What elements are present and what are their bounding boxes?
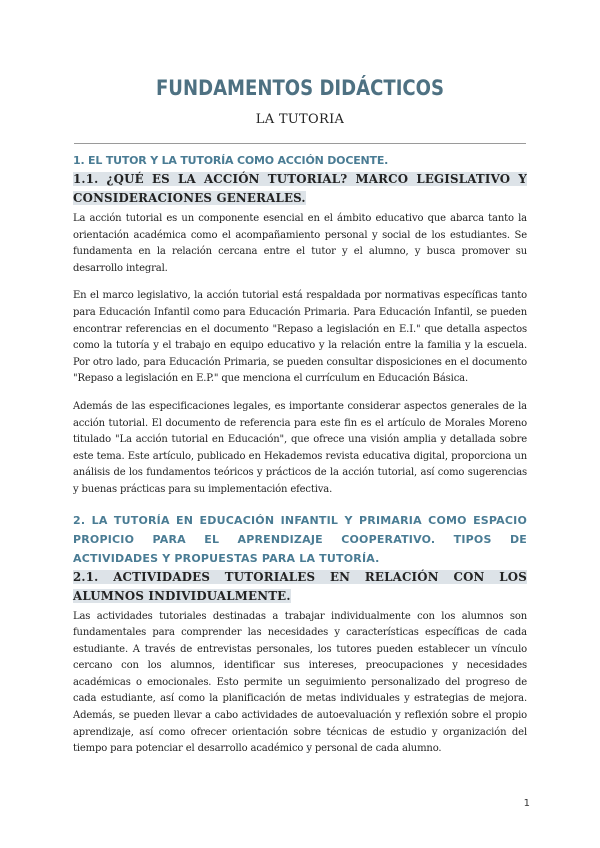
subheading-highlight: 2.1. ACTIVIDADES TUTORIALES EN RELACIÓN CON LOS ALUMNOS INDIVIDUALMENTE. bbox=[73, 569, 527, 603]
section-subheading bbox=[73, 568, 527, 606]
paragraph: La acción tutorial es un componente esencial en el ámbito educativo que abarca tanto la orientación académica como el acompañamiento personal y social de los estudiantes. Se fundamenta en la relación cercana entre el tutor y el alumno, y busca promover su desarrollo integral. bbox=[73, 213, 527, 274]
document-body bbox=[73, 150, 527, 758]
subheading-highlight: 1.1. ¿QUÉ ES LA ACCIÓN TUTORIAL? MARCO LEGISLATIVO Y CONSIDERACIONES GENERALES. bbox=[73, 172, 527, 205]
section-subheading bbox=[73, 170, 527, 208]
section-heading: 2. LA TUTORÍA EN EDUCACIÓN INFANTIL Y PRIMARIA COMO ESPACIO PROPICIO PARA EL APRENDIZAJE COOPERATIVO. TIPOS DE ACTIVIDADES Y PROPUESTAS PARA LA TUTORÍA. bbox=[73, 513, 527, 565]
section-2 bbox=[73, 511, 527, 758]
paragraph: Además de las especificaciones legales, es importante considerar aspectos generales de la acción tutorial. El documento de referencia para este fin es el artículo de Morales Moreno titulado "La acción tutorial en Educación", que ofrece una visión amplia y detallada sobre este tema. Este artículo, publicado en Hekademos revista educativa digital, proporciona un análisis de los fundamentos teóricos y prácticos de la acción tutorial, así como sugerencias y buenas prácticas para su implementación efectiva. bbox=[73, 400, 527, 495]
title-divider bbox=[74, 143, 526, 144]
paragraph: Las actividades tutoriales destinadas a trabajar individualmente con los alumnos son fundamentales para comprender las necesidades y características específicas de cada estudiante. A través de entrevistas personales, los tutores pueden establecer un vínculo cercano con los alumnos, identificar sus intereses, preocupaciones y necesidades académicas o emocionales. Esto permite un seguimiento personalizado del progreso de cada estudiante, así como la planificación de metas individuales y estrategias de mejora. Además, se pueden llevar a cabo actividades de autoevaluación y reflexión sobre el propio aprendizaje, así como ofrecer orientación sobre técnicas de estudio y organización del tiempo para potenciar el desarrollo académico y personal de cada alumno. bbox=[73, 610, 527, 755]
document-title: FUNDAMENTOS DIDÁCTICOS bbox=[155, 76, 445, 100]
paragraph: En el marco legislativo, la acción tutorial está respaldada por normativas específicas tanto para Educación Infantil como para Educación Primaria. Para Educación Infantil, se pueden encontrar referencias en el documento "Repaso a legislación en E.I." que detalla aspectos como la tutoría y el trabajo en equipo educativo y la relación entre la familia y la escuela. Por otro lado, para Educación Primaria, se pueden consultar disposiciones en el documento "Repaso a legislación en E.P." que menciona el currículum en Educación Básica. bbox=[73, 290, 527, 385]
document-subtitle: LA TUTORIA bbox=[255, 112, 345, 127]
page-number: 1 bbox=[523, 798, 530, 809]
section-1 bbox=[73, 152, 527, 499]
section-heading: 1. EL TUTOR Y LA TUTORÍA COMO ACCIÓN DOCENTE. bbox=[73, 154, 389, 167]
